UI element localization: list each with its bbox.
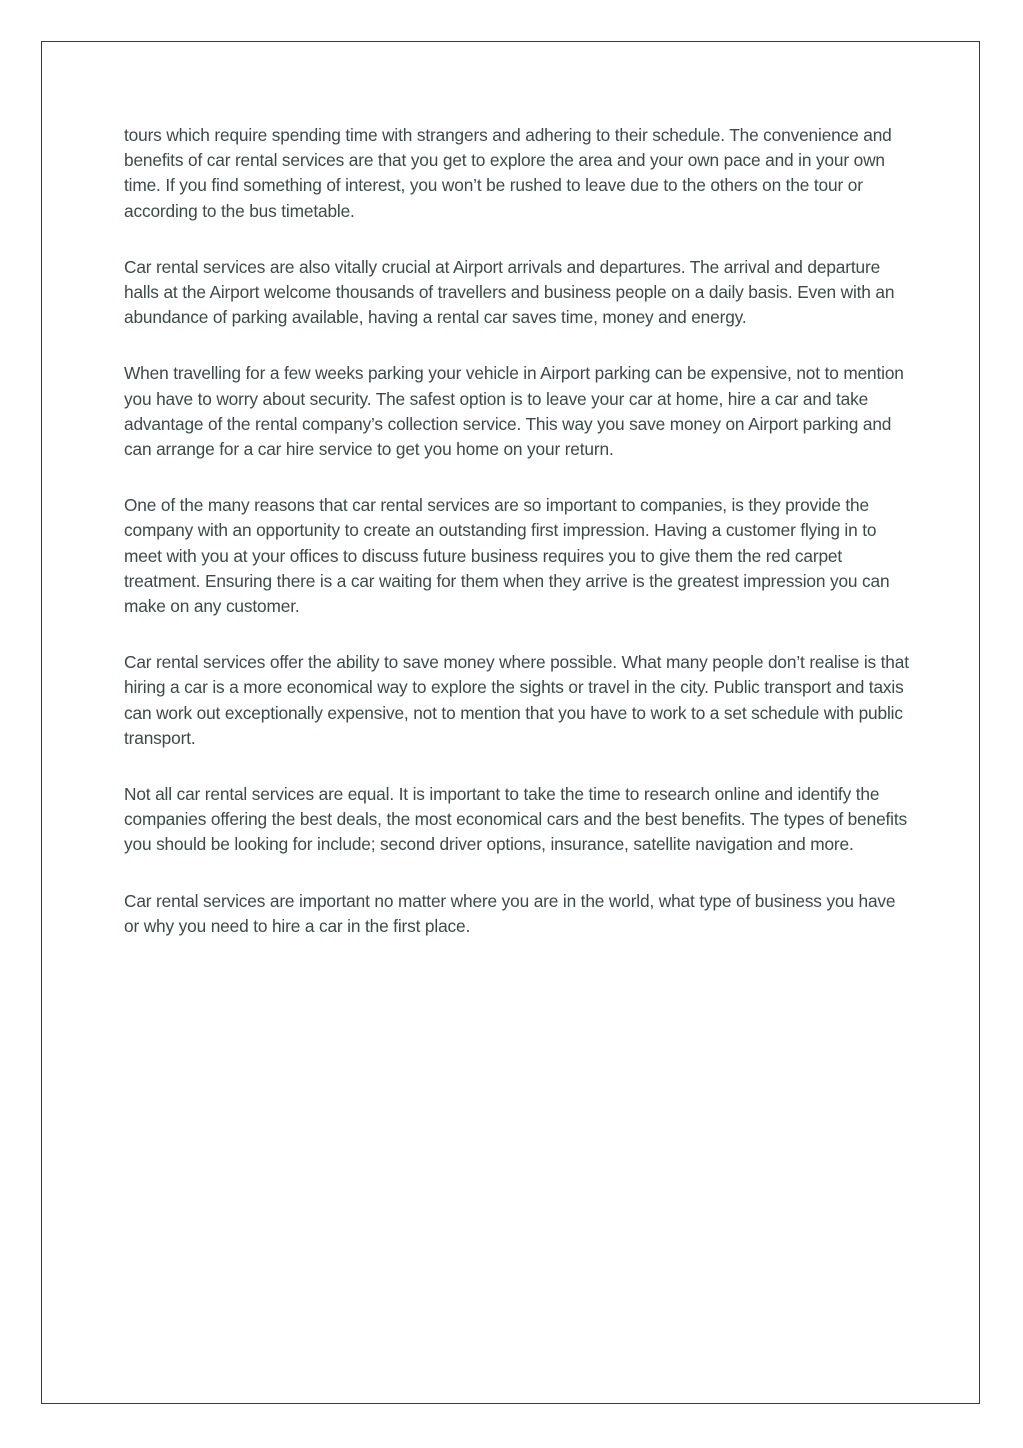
paragraph-companies: One of the many reasons that car rental services are so important to companies, is they provide the company with an opportunity to create an outstanding first impression. Having a customer flying in to meet with you at your offices to discuss future business requires you to give them the red carpet treatment. Ensuring there is a car waiting for them when they arrive is the greatest impression you can make on any customer. bbox=[124, 495, 890, 617]
document-body bbox=[124, 123, 914, 970]
paragraph-parking: When travelling for a few weeks parking your vehicle in Airport parking can be expensive, not to mention you have to worry about security. The safest option is to leave your car at home, hire a car and take advantage of the rental company’s collection service. This way you save money on Airport parking and can arrange for a car hire service to get you home on your return. bbox=[124, 363, 904, 460]
paragraph-airport: Car rental services are also vitally crucial at Airport arrivals and departures. The arrival and departure halls at the Airport welcome thousands of travellers and business people on a daily basis. Even with an abundance of parking available, having a rental car saves time, money and energy. bbox=[124, 256, 895, 328]
paragraph-save-money: Car rental services offer the ability to save money where possible. What many people don’t realise is that hiring a car is a more economical way to explore the sights or travel in the city. Public transport and taxis can work out exceptionally expensive, not to mention that you have to work to a set schedule with public transport. bbox=[124, 652, 909, 748]
paragraph-not-equal: Not all car rental services are equal. It is important to take the time to research online and identify the companies offering the best deals, the most economical cars and the best benefits. The types of benefits you should be looking for include; second driver options, insurance, satellite navigation and more. bbox=[124, 784, 908, 855]
paragraph-conclusion: Car rental services are important no matter where you are in the world, what type of business you have or why you need to hire a car in the first place. bbox=[124, 890, 896, 936]
paragraph-tours: tours which require spending time with strangers and adhering to their schedule. The convenience and benefits of car rental services are that you get to explore the area and your own pace and in your own time. If you find something of interest, you won’t be rushed to leave due to the others on the tour or according to the bus timetable. bbox=[124, 125, 892, 221]
